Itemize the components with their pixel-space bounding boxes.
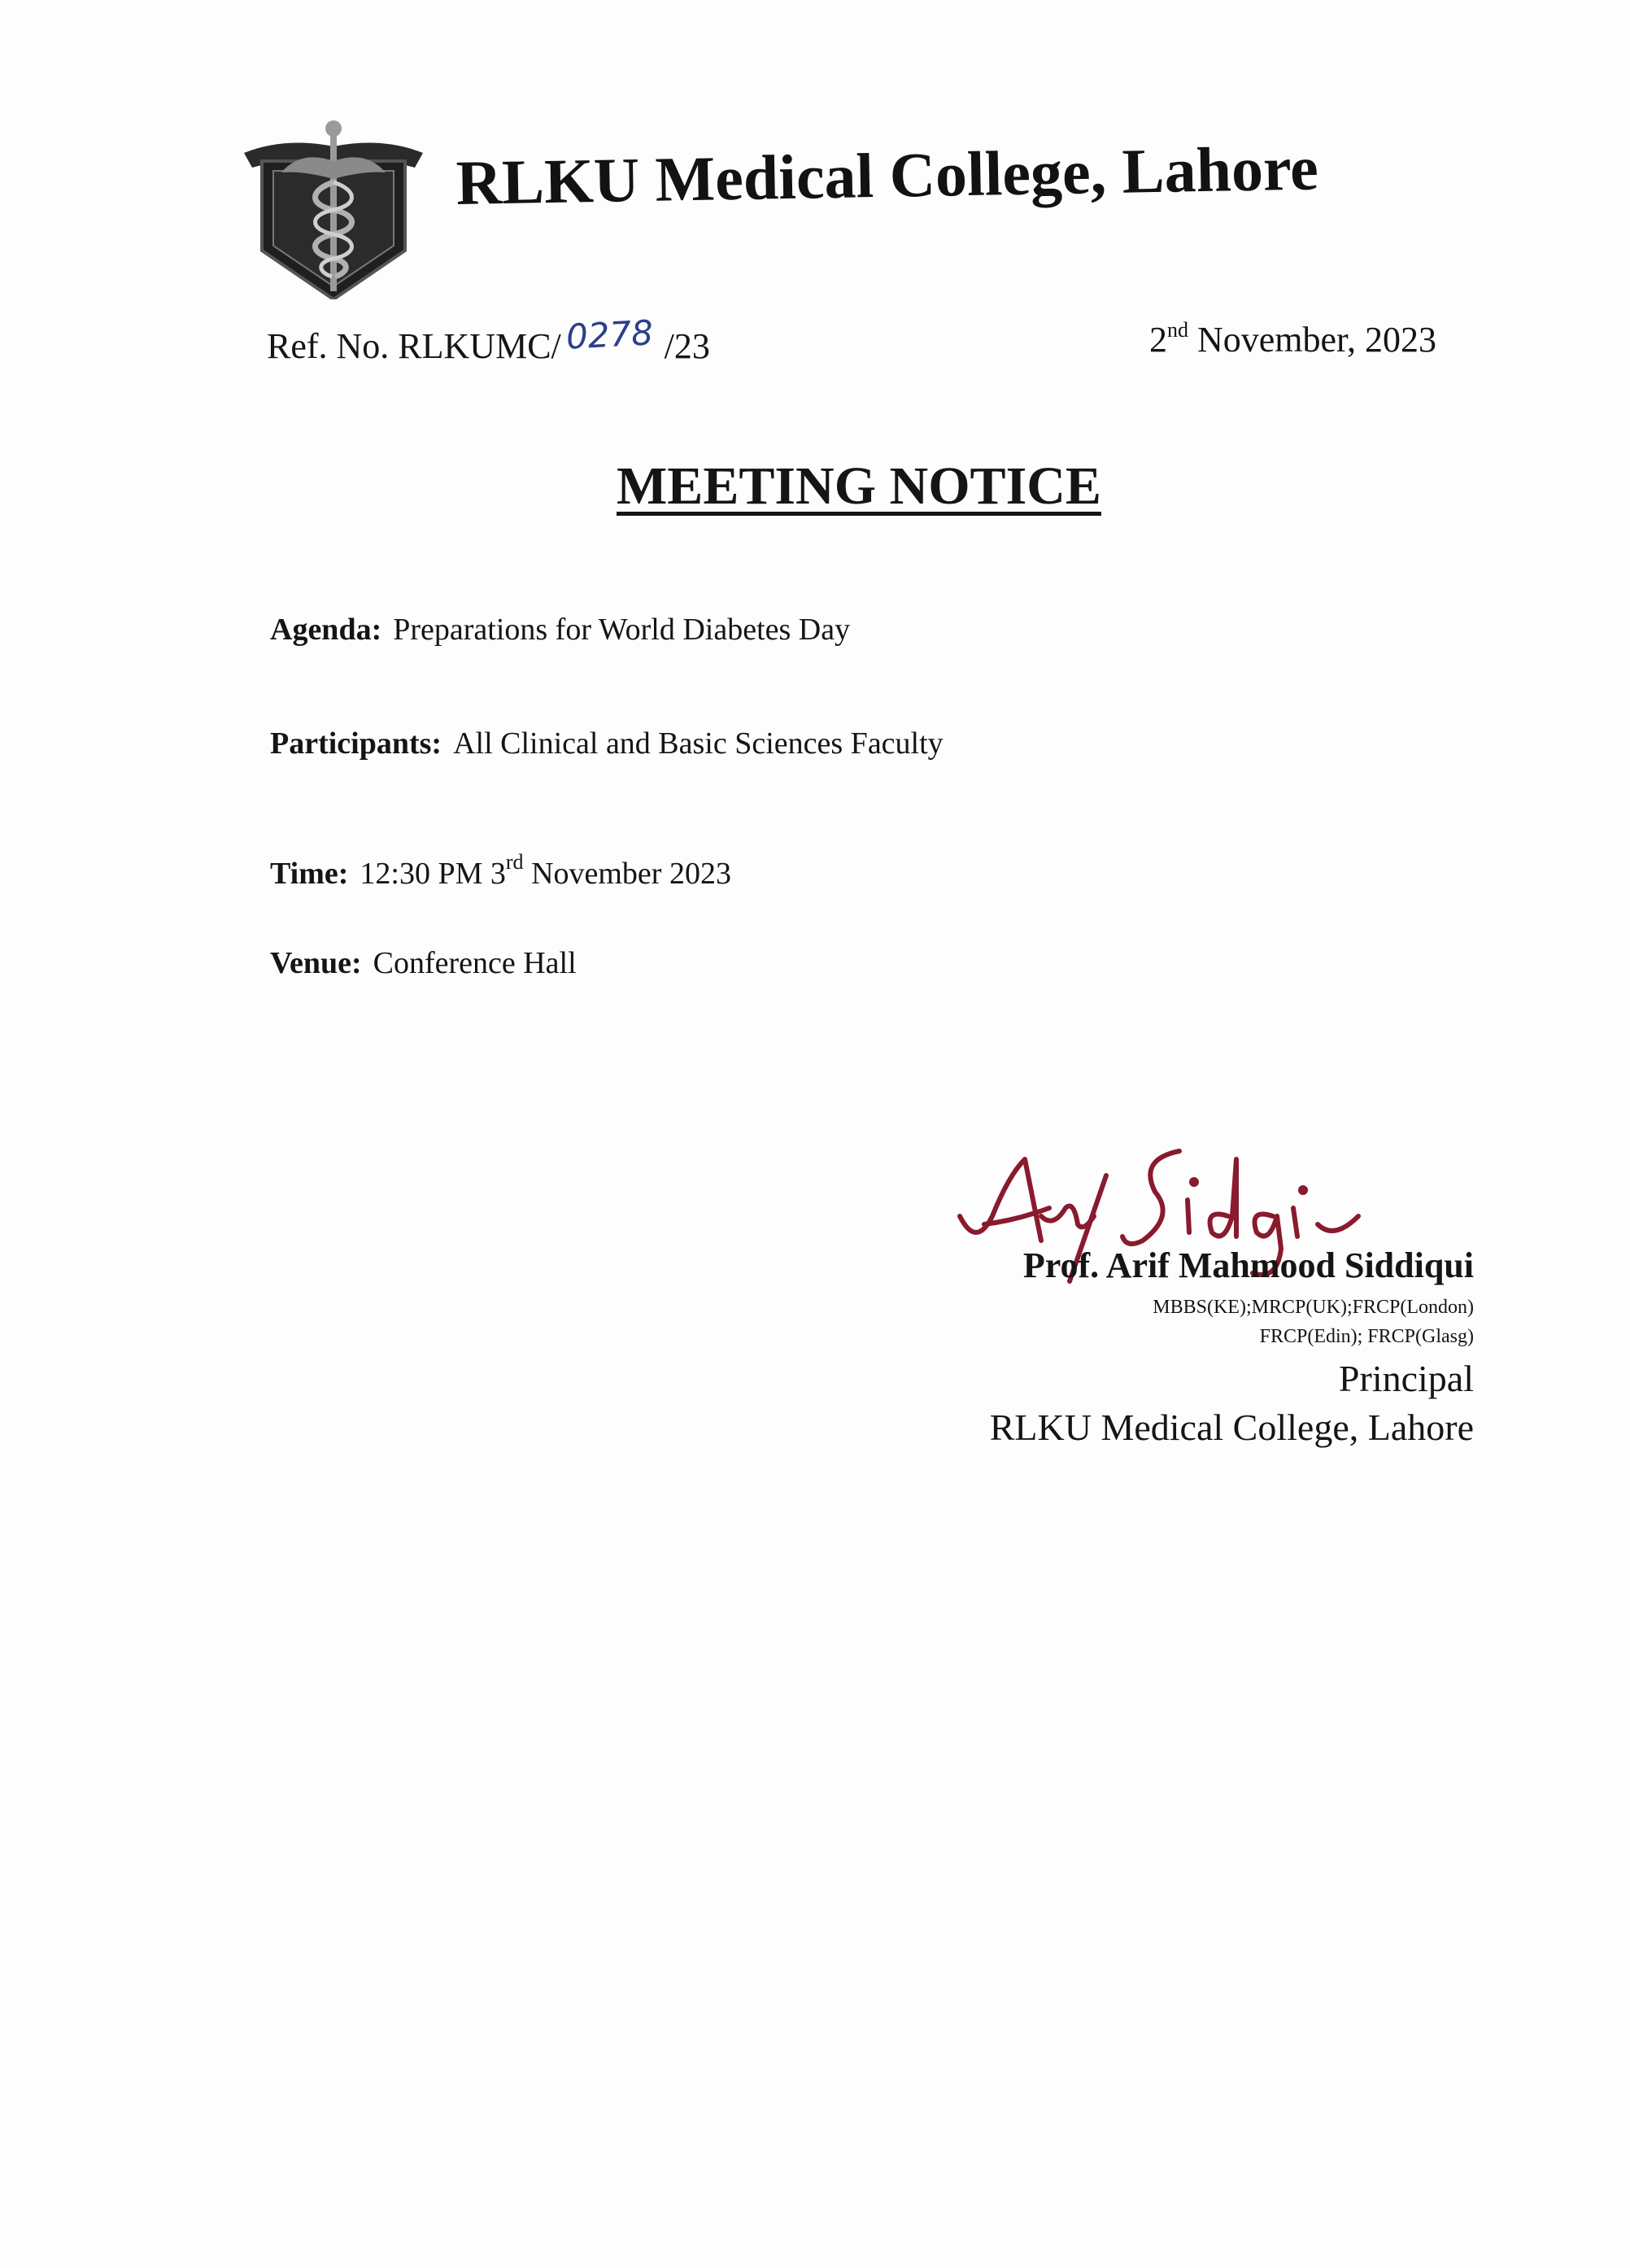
participants-value: All Clinical and Basic Sciences Faculty bbox=[453, 726, 944, 761]
signatory-qualifications-1: MBBS(KE);MRCP(UK);FRCP(London) bbox=[1153, 1297, 1474, 1318]
signatory-organization: RLKU Medical College, Lahore bbox=[989, 1407, 1474, 1448]
page-title: MEETING NOTICE bbox=[617, 456, 1101, 516]
signatory-designation: Principal bbox=[1338, 1358, 1474, 1399]
reference-number bbox=[267, 312, 710, 367]
reference-handwritten-number: 0278 bbox=[564, 312, 654, 357]
participants-label: Participants: bbox=[270, 726, 442, 761]
college-name: RLKU Medical College, Lahore bbox=[455, 132, 1319, 218]
agenda-field bbox=[270, 612, 850, 648]
venue-label: Venue: bbox=[270, 946, 362, 980]
date-day: 2 bbox=[1149, 320, 1167, 360]
agenda-value: Preparations for World Diabetes Day bbox=[393, 613, 851, 647]
caduceus-shield-icon bbox=[236, 104, 431, 299]
reference-prefix: Ref. No. RLKUMC/ bbox=[267, 326, 561, 366]
time-label: Time: bbox=[270, 857, 349, 891]
signatory-name: Prof. Arif Mahmood Siddiqui bbox=[1022, 1245, 1474, 1285]
date-rest: November, 2023 bbox=[1188, 320, 1436, 360]
notice-date bbox=[1149, 319, 1436, 360]
signatory-qualifications-2: FRCP(Edin); FRCP(Glasg) bbox=[1259, 1326, 1474, 1347]
time-value-post: November 2023 bbox=[523, 857, 731, 891]
time-ordinal: rd bbox=[505, 850, 524, 874]
date-ordinal: nd bbox=[1167, 318, 1188, 342]
venue-value: Conference Hall bbox=[373, 946, 577, 980]
time-field bbox=[270, 850, 731, 892]
venue-field bbox=[270, 945, 577, 981]
agenda-label: Agenda: bbox=[270, 613, 382, 647]
participants-field bbox=[270, 726, 944, 761]
reference-suffix: /23 bbox=[664, 326, 710, 366]
time-value-pre: 12:30 PM 3 bbox=[360, 857, 506, 891]
